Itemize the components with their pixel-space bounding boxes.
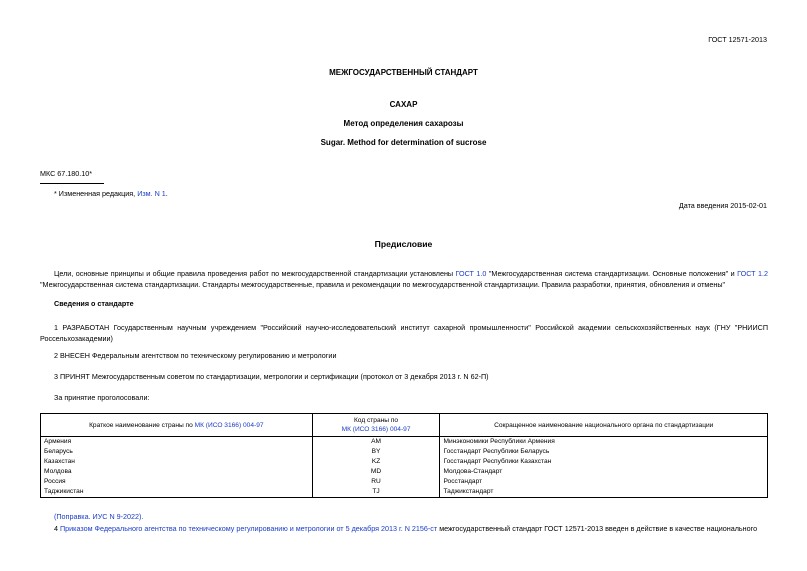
header-country-link[interactable]: МК (ИСО 3166) 004-97 [194, 421, 264, 429]
code-cell: TJ [312, 487, 440, 498]
body-cell: Росстандарт [440, 477, 768, 487]
voting-table [40, 413, 768, 498]
footnote-prefix: * Измененная редакция, [54, 189, 136, 198]
footnote-suffix: . [165, 189, 168, 198]
code-cell: BY [312, 447, 440, 457]
table-row [41, 477, 768, 487]
amendment-link[interactable]: Изм. N 1 [137, 189, 166, 198]
mks-code: МКС 67.180.10* [40, 169, 93, 178]
intro-date: Дата введения 2015-02-01 [678, 201, 767, 210]
country-cell: Беларусь [41, 447, 313, 457]
gost-1-0-link[interactable]: ГОСТ 1.0 [455, 269, 487, 278]
preface-text-a: Цели, основные принципы и общие правила проведения работ по межгосударственной стандартизации установлены [54, 269, 454, 278]
header-country-text: Краткое наименование страны по [89, 421, 193, 429]
header-body: Сокращенное наименование национального органа по стандартизации [440, 414, 768, 437]
body-cell: Госстандарт Республики Казахстан [440, 457, 768, 467]
info-item-3: 3 ПРИНЯТ Межгосударственным советом по стандартизации, метрологии и сертификации (протокол от 3 декабря 2013 г. N 62-П) [54, 372, 489, 381]
subtitle-en: Sugar. Method for determination of sucrose [320, 138, 487, 147]
code-cell: AM [312, 437, 440, 448]
item-4-number: 4 [54, 524, 58, 533]
standard-type: МЕЖГОСУДАРСТВЕННЫЙ СТАНДАРТ [329, 68, 478, 77]
country-cell: Россия [41, 477, 313, 487]
country-cell: Армения [41, 437, 313, 448]
table-row [41, 437, 768, 448]
header-code-text: Код страны по [353, 417, 399, 424]
info-heading: Сведения о стандарте [54, 299, 134, 308]
table-row [41, 487, 768, 498]
body-cell: Таджикстандарт [440, 487, 768, 498]
subtitle-ru: Метод определения сахарозы [343, 119, 464, 128]
table-row [41, 457, 768, 467]
code-cell: KZ [312, 457, 440, 467]
country-cell: Казахстан [41, 457, 313, 467]
footnote [54, 189, 168, 198]
doc-code: ГОСТ 12571-2013 [708, 35, 767, 44]
header-code [312, 414, 440, 437]
gost-1-2-link[interactable]: ГОСТ 1.2 [737, 269, 768, 278]
table-header-row [41, 414, 768, 437]
table-row [41, 447, 768, 457]
voted-label: За принятие проголосовали: [54, 393, 150, 402]
info-item-4 [54, 524, 757, 533]
preface-heading: Предисловие [374, 239, 433, 249]
table-row [41, 467, 768, 477]
country-cell: Таджикистан [41, 487, 313, 498]
order-link[interactable]: Приказом Федерального агентства по техническому регулированию и метрологии от 5 декабря 2013 г. N 2156-ст [60, 524, 438, 533]
country-cell: Молдова [41, 467, 313, 477]
body-cell: Госстандарт Республики Беларусь [440, 447, 768, 457]
item-4-text: межгосударственный стандарт ГОСТ 12571-2013 введен в действие в качестве национального [439, 524, 758, 533]
header-country [41, 414, 313, 437]
header-code-link[interactable]: МК (ИСО 3166) 004-97 [341, 426, 411, 433]
code-cell: RU [312, 477, 440, 487]
info-item-2: 2 ВНЕСЕН Федеральным агентством по техническому регулированию и метрологии [54, 351, 337, 360]
code-cell: MD [312, 467, 440, 477]
correction-note[interactable]: (Поправка. ИУС N 9-2022). [54, 512, 144, 521]
footnote-divider [40, 183, 104, 184]
standard-name: САХАР [389, 100, 418, 109]
preface-text-c: "Межгосударственная система стандартизации. Стандарты межгосударственные, правила и рекомендации по межгосударственной стандартизации. Правила разработки, принятия, обновления и отмены" [40, 280, 726, 289]
body-cell: Молдова-Стандарт [440, 467, 768, 477]
preface-paragraph [40, 268, 768, 290]
info-item-1: 1 РАЗРАБОТАН Государственным научным учреждением "Российский научно-исследовательский институт сахарной промышленности" Российской академии сельскохозяйственных наук (ГНУ "РНИИСП Россельхозакадемии) [40, 323, 768, 343]
preface-text-b: "Межгосударственная система стандартизации. Основные положения" и [488, 269, 735, 278]
body-cell: Минэкономики Республики Армения [440, 437, 768, 448]
